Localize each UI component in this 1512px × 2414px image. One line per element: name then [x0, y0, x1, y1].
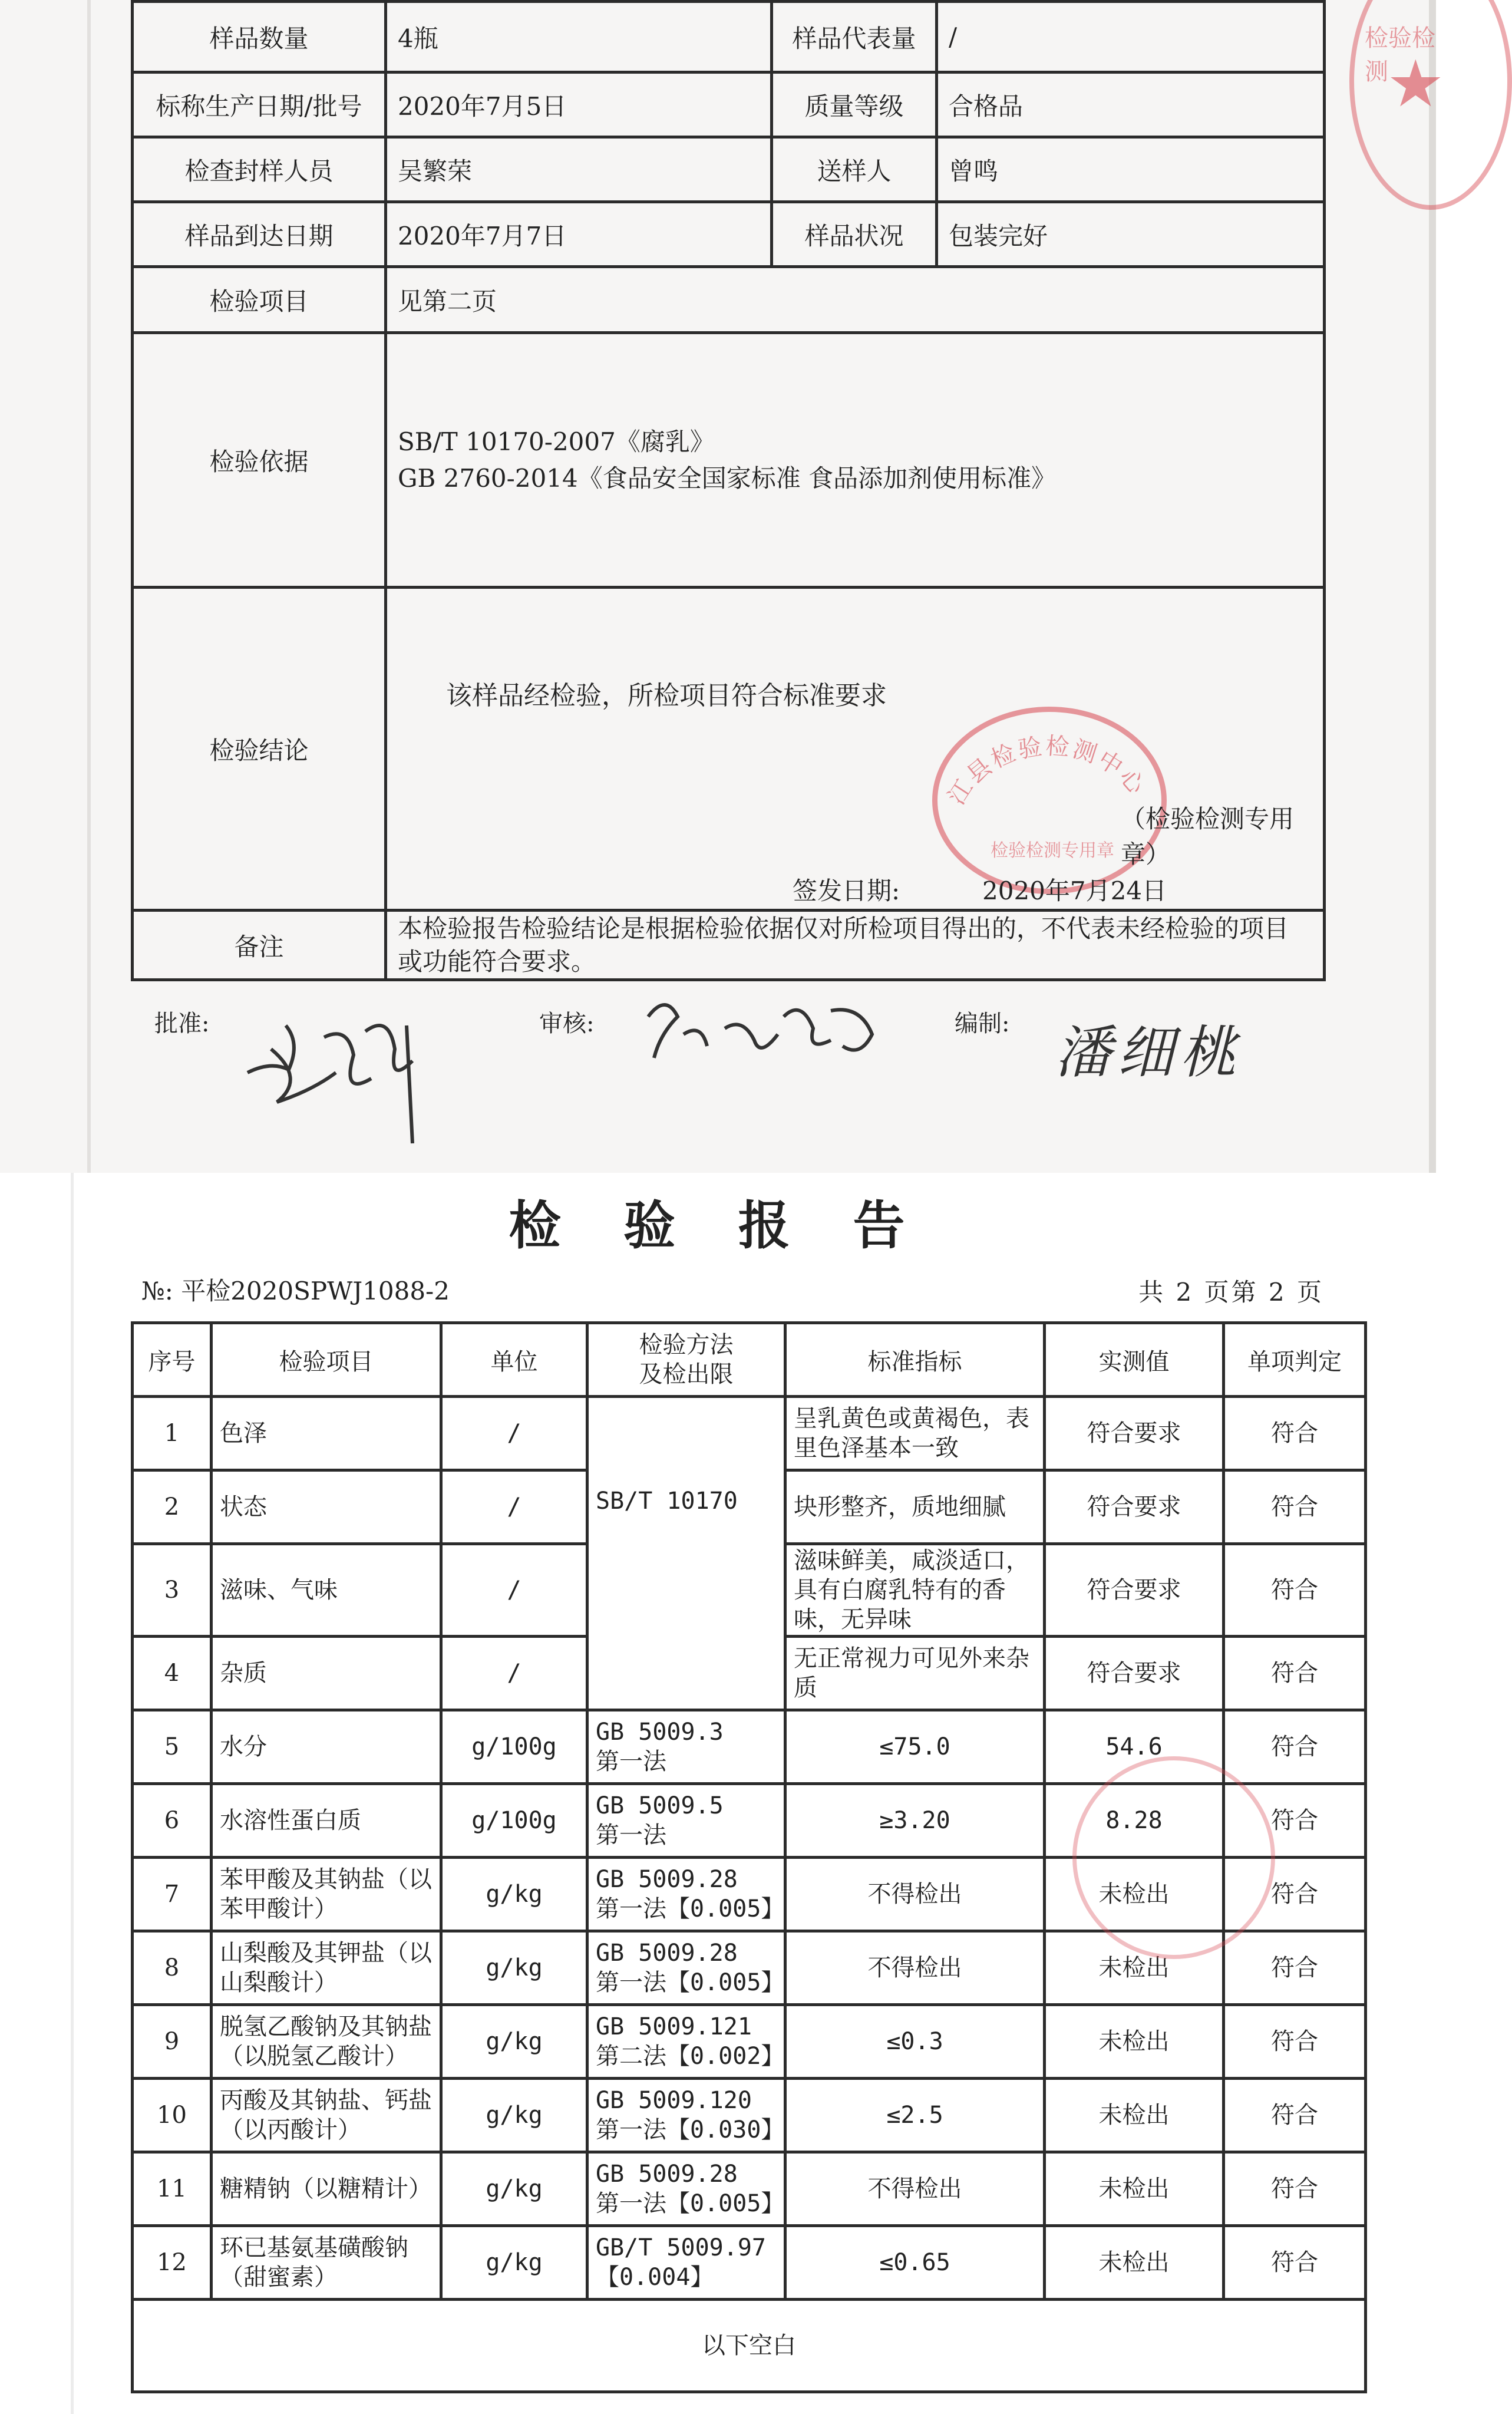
col-header: 单位 — [441, 1323, 587, 1397]
remark-label: 备注 — [133, 911, 386, 980]
col-header: 标准指标 — [785, 1323, 1045, 1397]
basis-line: SB/T 10170-2007《腐乳》 — [398, 427, 715, 456]
review-label: 审核: — [539, 1010, 595, 1037]
sample-info-table — [131, 0, 1326, 981]
info-value: 合格品 — [937, 72, 1325, 137]
info-label: 送样人 — [772, 137, 937, 202]
info-label: 样品数量 — [133, 2, 386, 72]
issue-date-label: 签发日期: — [793, 876, 900, 905]
blank-row — [133, 2300, 1366, 2392]
table-row — [133, 2079, 1366, 2152]
row-method-shared: SB/T 10170 — [587, 1397, 785, 1710]
info-label: 样品到达日期 — [133, 202, 386, 267]
review-signature — [636, 981, 884, 1081]
info-row — [133, 202, 1325, 267]
seal-label: （检验检测专用章） — [1121, 804, 1295, 869]
row-judgement: 符合 — [1224, 1470, 1366, 1544]
row-judgement: 符合 — [1224, 1784, 1366, 1858]
row-judgement: 符合 — [1224, 1858, 1366, 1931]
row-unit: / — [441, 1637, 587, 1710]
table-row — [133, 2226, 1366, 2300]
info-label: 样品代表量 — [772, 2, 937, 72]
blank-note: 以下空白 — [133, 2300, 1366, 2392]
row-item: 杂质 — [212, 1637, 441, 1710]
row-number: 1 — [133, 1397, 212, 1470]
row-number: 8 — [133, 1931, 212, 2005]
row-method: GB 5009.28 第一法【0.005】 — [587, 1931, 785, 2005]
row-judgement: 符合 — [1224, 2152, 1366, 2226]
info-value: 2020年7月5日 — [386, 72, 772, 137]
row-judgement: 符合 — [1224, 1397, 1366, 1470]
approve-label: 批准: — [154, 1010, 210, 1037]
page-edge — [71, 1173, 74, 2414]
row-standard: ≥3.20 — [785, 1784, 1045, 1858]
row-unit: / — [441, 1470, 587, 1544]
row-standard: 滋味鲜美，咸淡适口，具有白腐乳特有的香味，无异味 — [785, 1544, 1045, 1637]
remark-row — [133, 911, 1325, 980]
row-judgement: 符合 — [1224, 1544, 1366, 1637]
row-unit: / — [441, 1544, 587, 1637]
row-method: GB/T 5009.97 【0.004】 — [587, 2226, 785, 2300]
info-label: 质量等级 — [772, 72, 937, 137]
row-judgement: 符合 — [1224, 1710, 1366, 1784]
row-standard: 不得检出 — [785, 2152, 1045, 2226]
row-standard: 无正常视力可见外来杂质 — [785, 1637, 1045, 1710]
row-judgement: 符合 — [1224, 2079, 1366, 2152]
row-measured: 未检出 — [1045, 1858, 1224, 1931]
star-icon: ★ — [1386, 46, 1445, 121]
row-item: 环已基氨基磺酸钠（甜蜜素） — [212, 2226, 441, 2300]
col-header: 序号 — [133, 1323, 212, 1397]
row-standard: 呈乳黄色或黄褐色，表里色泽基本一致 — [785, 1397, 1045, 1470]
row-measured: 未检出 — [1045, 2226, 1224, 2300]
seal-main-text: 江县检验检测中心 — [943, 733, 1151, 810]
row-number: 2 — [133, 1470, 212, 1544]
row-unit: g/100g — [441, 1710, 587, 1784]
row-number: 5 — [133, 1710, 212, 1784]
row-number: 6 — [133, 1784, 212, 1858]
items-row — [133, 267, 1325, 333]
info-row — [133, 72, 1325, 137]
row-measured: 符合要求 — [1045, 1544, 1224, 1637]
row-number: 10 — [133, 2079, 212, 2152]
col-header: 单项判定 — [1224, 1323, 1366, 1397]
info-label: 标称生产日期/批号 — [133, 72, 386, 137]
row-number: 7 — [133, 1858, 212, 1931]
row-item: 色泽 — [212, 1397, 441, 1470]
compile-label: 编制: — [955, 1010, 1010, 1037]
row-standard: ≤75.0 — [785, 1710, 1045, 1784]
row-standard: ≤0.65 — [785, 2226, 1045, 2300]
row-item: 山梨酸及其钾盐（以山梨酸计） — [212, 1931, 441, 2005]
row-standard: 不得检出 — [785, 1858, 1045, 1931]
row-method: GB 5009.28 第一法【0.005】 — [587, 2152, 785, 2226]
col-header: 实测值 — [1045, 1323, 1224, 1397]
row-item: 脱氢乙酸钠及其钠盐（以脱氢乙酸计） — [212, 2005, 441, 2079]
row-measured: 未检出 — [1045, 2005, 1224, 2079]
row-unit: / — [441, 1397, 587, 1470]
info-value: / — [937, 2, 1325, 72]
report-number: №: 平检2020SPWJ1088-2 — [141, 1277, 450, 1305]
page2-seal — [1072, 1756, 1275, 1959]
conclusion-cell — [386, 588, 1325, 911]
items-value: 见第二页 — [386, 267, 1325, 333]
info-label: 检查封样人员 — [133, 137, 386, 202]
row-judgement: 符合 — [1224, 1637, 1366, 1710]
info-value: 4瓶 — [386, 2, 772, 72]
table-row — [133, 2005, 1366, 2079]
row-unit: g/kg — [441, 2079, 587, 2152]
conclusion-text: 该样品经检验，所检项目符合标准要求 — [446, 681, 887, 711]
svg-text:江县检验检测中心 — [943, 733, 1151, 810]
row-number: 9 — [133, 2005, 212, 2079]
corner-seal — [1349, 0, 1512, 210]
info-row — [133, 137, 1325, 202]
basis-label: 检验依据 — [133, 333, 386, 588]
row-item: 滋味、气味 — [212, 1544, 441, 1637]
report-title: 检 验 报 告 — [509, 1195, 927, 1256]
col-header: 检验方法 及检出限 — [587, 1323, 785, 1397]
row-measured: 未检出 — [1045, 1931, 1224, 2005]
conclusion-row — [133, 588, 1325, 911]
info-value: 曾鸣 — [937, 137, 1325, 202]
row-item: 苯甲酸及其钠盐（以苯甲酸计） — [212, 1858, 441, 1931]
row-measured: 8.28 — [1045, 1784, 1224, 1858]
row-number: 3 — [133, 1544, 212, 1637]
row-unit: g/kg — [441, 2005, 587, 2079]
row-judgement: 符合 — [1224, 2226, 1366, 2300]
row-unit: g/kg — [441, 2152, 587, 2226]
row-measured: 未检出 — [1045, 2079, 1224, 2152]
row-item: 水分 — [212, 1710, 441, 1784]
row-item: 糖精钠（以糖精计） — [212, 2152, 441, 2226]
report-page-1 — [0, 0, 1445, 1173]
info-value: 2020年7月7日 — [386, 202, 772, 267]
header-row — [133, 1323, 1366, 1397]
row-measured: 未检出 — [1045, 2152, 1224, 2226]
basis-value — [386, 333, 1325, 588]
row-unit: g/100g — [441, 1784, 587, 1858]
row-unit: g/kg — [441, 2226, 587, 2300]
row-number: 11 — [133, 2152, 212, 2226]
items-label: 检验项目 — [133, 267, 386, 333]
row-method: GB 5009.5 第一法 — [587, 1784, 785, 1858]
basis-line: GB 2760-2014《食品安全国家标准 食品添加剂使用标准》 — [398, 463, 1057, 493]
row-judgement: 符合 — [1224, 1931, 1366, 2005]
row-measured: 符合要求 — [1045, 1397, 1224, 1470]
row-method: GB 5009.28 第一法【0.005】 — [587, 1858, 785, 1931]
page-count: 共 2 页第 2 页 — [1138, 1278, 1324, 1307]
remark-text: 本检验报告检验结论是根据检验依据仅对所检项目得出的，不代表未经检验的项目或功能符合要求。 — [386, 911, 1325, 980]
info-label: 样品状况 — [772, 202, 937, 267]
row-standard: 块形整齐，质地细腻 — [785, 1470, 1045, 1544]
row-item: 水溶性蛋白质 — [212, 1784, 441, 1858]
row-measured: 54.6 — [1045, 1710, 1224, 1784]
info-value: 吴繁荣 — [386, 137, 772, 202]
row-item: 状态 — [212, 1470, 441, 1544]
row-unit: g/kg — [441, 1931, 587, 2005]
row-measured: 符合要求 — [1045, 1470, 1224, 1544]
row-standard: ≤0.3 — [785, 2005, 1045, 2079]
row-measured: 符合要求 — [1045, 1637, 1224, 1710]
row-method: GB 5009.120 第一法【0.030】 — [587, 2079, 785, 2152]
row-item: 丙酸及其钠盐、钙盐（以丙酸计） — [212, 2079, 441, 2152]
page-edge — [87, 0, 91, 1173]
info-row — [133, 2, 1325, 72]
issue-date: 2020年7月24日 — [982, 876, 1167, 905]
row-number: 4 — [133, 1637, 212, 1710]
corner-seal-text: 检验检测 — [1365, 25, 1435, 85]
col-header: 检验项目 — [212, 1323, 441, 1397]
table-row — [133, 2152, 1366, 2226]
table-row — [133, 1397, 1366, 1470]
row-number: 12 — [133, 2226, 212, 2300]
row-method: GB 5009.3 第一法 — [587, 1710, 785, 1784]
compile-signature: 潘细桃 — [1055, 1020, 1242, 1086]
seal-sub-text: 检验检测专用章 — [991, 840, 1114, 861]
info-value: 包装完好 — [937, 202, 1325, 267]
row-standard: ≤2.5 — [785, 2079, 1045, 2152]
basis-row — [133, 333, 1325, 588]
row-unit: g/kg — [441, 1858, 587, 1931]
row-judgement: 符合 — [1224, 2005, 1366, 2079]
row-method: GB 5009.121 第二法【0.002】 — [587, 2005, 785, 2079]
row-standard: 不得检出 — [785, 1931, 1045, 2005]
report-page-2 — [0, 1173, 1436, 2414]
approve-signature — [236, 990, 436, 1149]
conclusion-label: 检验结论 — [133, 588, 386, 911]
